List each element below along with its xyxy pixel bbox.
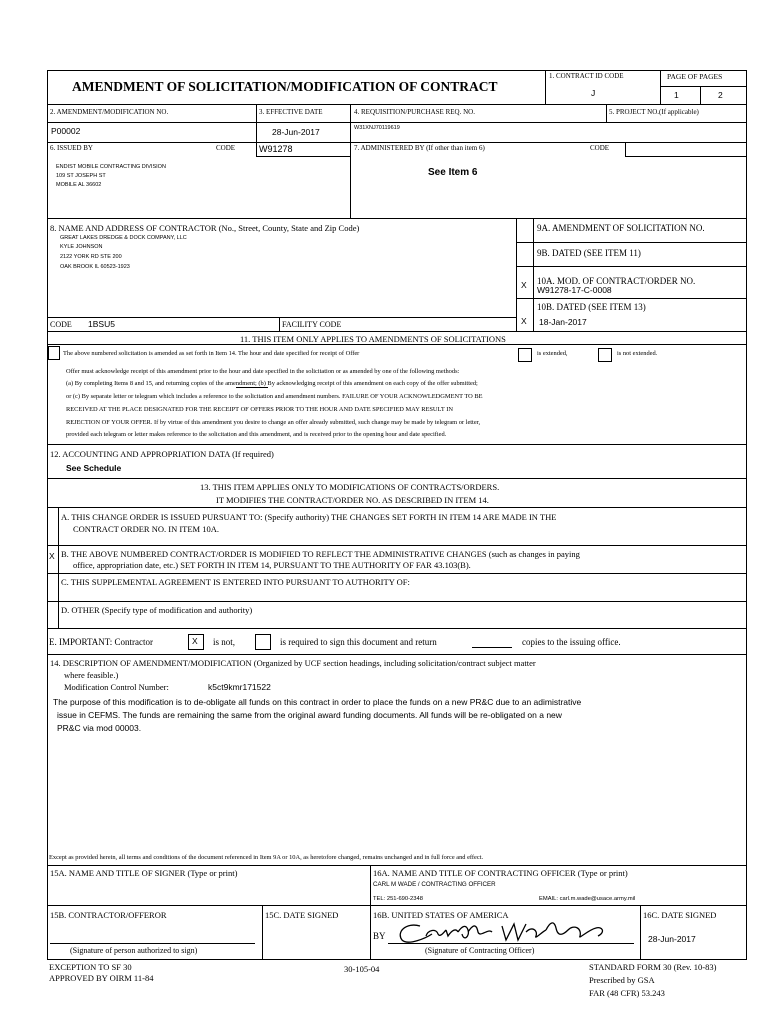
administered-by-label: 7. ADMINISTERED BY (If other than item 6) <box>354 144 485 152</box>
requisition-label: 4. REQUISITION/PURCHASE REQ. NO. <box>354 108 475 116</box>
contractor-line: KYLE JOHNSON <box>60 244 103 250</box>
item11-paragraph-line: RECEIVED AT THE PLACE DESIGNATED FOR THE RECEIPT OF OFFERS PRIOR TO THE HOUR AND DATE SPECIFIED MAY RESULT IN <box>66 406 453 413</box>
line <box>47 573 747 574</box>
issued-by-code-label: CODE <box>216 144 236 152</box>
line <box>640 905 641 960</box>
line <box>262 905 263 960</box>
line <box>516 266 747 267</box>
line <box>660 86 747 87</box>
line <box>47 218 747 219</box>
line <box>516 242 747 243</box>
item11-paragraph-line: provided each telegram or letter makes reference to the solicitation and this amendment, and is received prior to the opening hour and date specified. <box>66 431 447 438</box>
line <box>350 104 351 142</box>
item13-heading: IT MODIFIES THE CONTRACT/ORDER NO. AS DESCRIBED IN ITEM 14. <box>216 495 489 505</box>
united-states-label: 16B. UNITED STATES OF AMERICA <box>373 910 509 920</box>
footer-center-code: 30-105-04 <box>344 964 380 974</box>
line <box>47 628 747 629</box>
line <box>516 298 747 299</box>
requisition-no: W31XNJ70119619 <box>354 125 400 131</box>
line <box>660 70 661 104</box>
line <box>47 104 747 105</box>
signer-name-label: 15A. NAME AND TITLE OF SIGNER (Type or print) <box>50 868 238 878</box>
issuer-line: 109 ST JOSEPH ST <box>56 173 106 179</box>
line <box>47 601 747 602</box>
officer-telephone: TEL: 251-690-2348 <box>373 896 423 902</box>
item13a-text: A. THIS CHANGE ORDER IS ISSUED PURSUANT TO: (Specify authority) THE CHANGES SET FORTH IN ITEM 14 ARE MADE IN THE <box>61 512 557 522</box>
signer-signature-caption: (Signature of person authorized to sign) <box>70 946 198 955</box>
footer-approved: APPROVED BY OIRM 11-84 <box>49 973 154 983</box>
line <box>47 331 747 332</box>
purpose-line: issue in CEFMS. The funds are remaining the same from the original award funding documents. All funds will be re-obligated on a new <box>57 710 562 720</box>
line <box>700 86 701 104</box>
item11-line1: The above numbered solicitation is amended as set forth in Item 14. The hour and date specified for receipt of Offer <box>63 350 360 357</box>
item13-heading: 13. THIS ITEM APPLIES ONLY TO MODIFICATIONS OF CONTRACTS/ORDERS. <box>200 482 500 492</box>
issued-by-code: W91278 <box>259 144 293 154</box>
contract-id-code-label: 1. CONTRACT ID CODE <box>549 72 624 80</box>
is-not-extended-checkbox[interactable] <box>598 348 612 362</box>
description-label: 14. DESCRIPTION OF AMENDMENT/MODIFICATION (Organized by UCF section headings, including solicitation/contract subject matter <box>50 658 536 668</box>
except-provided-text: Except as provided herein, all terms and conditions of the document referenced in Item 9A or 10A, as heretofore changed, remains unchanged and in full force and effect. <box>49 854 484 861</box>
line <box>625 142 626 156</box>
line <box>256 142 257 156</box>
is-required-checkbox[interactable] <box>255 634 271 650</box>
date-signed-16c-label: 16C. DATE SIGNED <box>643 910 717 920</box>
dated-9b-label: 9B. DATED (SEE ITEM 11) <box>537 248 641 258</box>
line <box>625 156 747 157</box>
is-required-label: is required to sign this document and return <box>280 637 437 647</box>
issued-by-label: 6. ISSUED BY <box>50 144 93 152</box>
project-no-label: 5. PROJECT NO.(If applicable) <box>609 108 699 116</box>
line <box>58 507 59 628</box>
line <box>47 654 747 655</box>
item13b-text: B. THE ABOVE NUMBERED CONTRACT/ORDER IS MODIFIED TO REFLECT THE ADMINISTRATIVE CHANGES (such as changes in paying <box>61 549 580 559</box>
line <box>47 478 747 479</box>
line <box>47 444 747 445</box>
footer-prescribed: Prescribed by GSA <box>589 975 655 985</box>
line <box>47 507 747 508</box>
contractor-code-label: CODE <box>50 320 72 329</box>
contracting-officer-name: CARL M WADE / CONTRACTING OFFICER <box>373 881 496 888</box>
line <box>350 142 351 218</box>
form-title: AMENDMENT OF SOLICITATION/MODIFICATION OF CONTRACT <box>72 79 498 94</box>
line <box>606 104 607 122</box>
item13b-checkmark: X <box>49 551 55 561</box>
page-number: 1 <box>674 90 679 100</box>
item13c-text: C. THIS SUPPLEMENTAL AGREEMENT IS ENTERED INTO PURSUANT TO AUTHORITY OF: <box>61 577 410 587</box>
issuer-line: MOBILE AL 36602 <box>56 182 102 188</box>
line <box>47 122 747 123</box>
copies-blank <box>236 387 268 388</box>
dated-10b-label: 10B. DATED (SEE ITEM 13) <box>537 302 646 312</box>
purpose-line: PR&C via mod 00003. <box>57 723 142 733</box>
dated-checkmark: X <box>521 316 527 326</box>
item11-paragraph-line: (a) By completing Items 8 and 15, and returning copies of the amendment; (b) By acknowledging receipt of this amendment on each copy of the offer submitted; <box>66 380 478 387</box>
line <box>545 70 546 104</box>
by-label: BY <box>373 931 386 941</box>
line <box>47 905 747 906</box>
mod-checkmark: X <box>521 280 527 290</box>
solicitation-amended-checkbox[interactable] <box>48 346 60 360</box>
purpose-line: The purpose of this modification is to de-obligate all funds on this contract in order to place the funds on a new PR&C due to an adimistrative <box>53 697 582 707</box>
date-signed-15c-label: 15C. DATE SIGNED <box>265 910 339 920</box>
item11-paragraph-line: or (c) By separate letter or telegram which includes a reference to the solicitation and amendment numbers. FAILURE OF YOUR ACKNOWLEDGMENT TO BE <box>66 393 483 400</box>
line <box>256 104 257 142</box>
contractor-line: GREAT LAKES DREDGE & DOCK COMPANY, LLC <box>60 235 187 241</box>
important-label: E. IMPORTANT: Contractor <box>49 637 154 647</box>
line <box>533 218 534 331</box>
copies-issuing-label: copies to the issuing office. <box>522 637 621 647</box>
accounting-data-value: See Schedule <box>66 463 122 473</box>
footer-exception: EXCEPTION TO SF 30 <box>49 962 132 972</box>
contract-id-code: J <box>591 88 596 98</box>
is-not-checkmark: X <box>192 636 198 646</box>
item11-heading: 11. THIS ITEM ONLY APPLIES TO AMENDMENTS OF SOLICITATIONS <box>240 334 506 344</box>
officer-email: EMAIL: carl.m.wade@usace.army.mil <box>539 896 636 902</box>
issuer-line: ENDIST MOBILE CONTRACTING DIVISION <box>56 164 166 170</box>
control-number: k5ct9kmr171522 <box>208 682 271 692</box>
signer-signature-line <box>50 943 255 944</box>
mod-contract-no: W91278-17-C-0008 <box>537 285 612 295</box>
amendment-no-label: 2. AMENDMENT/MODIFICATION NO. <box>50 108 169 116</box>
is-not-label: is not, <box>213 637 236 647</box>
amendment-of-solicitation-label: 9A. AMENDMENT OF SOLICITATION NO. <box>537 223 705 233</box>
line <box>279 317 280 331</box>
contracting-officer-label: 16A. NAME AND TITLE OF CONTRACTING OFFICER (Type or print) <box>373 868 628 878</box>
line <box>47 142 747 143</box>
is-extended-label: is extended, <box>537 350 568 357</box>
item13a-text: CONTRACT ORDER NO. IN ITEM 10A. <box>73 524 219 534</box>
dated-10b: 18-Jan-2017 <box>539 317 587 327</box>
control-number-label: Modification Control Number: <box>64 682 169 692</box>
administered-by-value: See Item 6 <box>428 167 478 178</box>
mod-contract-label: 10A. MOD. OF CONTRACT/ORDER NO. <box>537 276 696 286</box>
footer-standard-form: STANDARD FORM 30 (Rev. 10-83) <box>589 962 717 972</box>
item13b-text: office, appropriation date, etc.) SET FORTH IN ITEM 14, PURSUANT TO THE AUTHORITY OF FAR 43.103(B). <box>73 560 471 570</box>
line <box>256 156 350 157</box>
date-signed-16c: 28-Jun-2017 <box>648 934 696 944</box>
line <box>47 865 747 866</box>
item11-paragraph-line: Offer must acknowledge receipt of this amendment prior to the hour and date specified in the solicitation or as amended by one of the following methods: <box>66 368 460 375</box>
contractor-line: 2122 YORK RD STE 200 <box>60 254 122 260</box>
copies-return-blank <box>472 647 512 648</box>
is-extended-checkbox[interactable] <box>518 348 532 362</box>
line <box>47 344 747 345</box>
line <box>47 317 517 318</box>
officer-signature-caption: (Signature of Contracting Officer) <box>425 946 535 955</box>
effective-date-label: 3. EFFECTIVE DATE <box>259 108 323 116</box>
page-count: 2 <box>718 90 723 100</box>
contractor-code: 1BSU5 <box>88 319 115 329</box>
contractor-line: OAK BROOK IL 60523-1923 <box>60 264 130 270</box>
accounting-data-label: 12. ACCOUNTING AND APPROPRIATION DATA (If required) <box>50 449 274 459</box>
administered-by-code-label: CODE <box>590 144 610 152</box>
item11-paragraph-line: REJECTION OF YOUR OFFER. If by virtue of this amendment you desire to change an offer already submitted, such change may be made by telegram or letter, <box>66 419 481 426</box>
description-label: where feasible.) <box>64 670 119 680</box>
is-not-extended-label: is not extended. <box>617 350 658 357</box>
amendment-no: P00002 <box>51 126 81 136</box>
contractor-label: 8. NAME AND ADDRESS OF CONTRACTOR (No., Street, County, State and Zip Code) <box>50 223 360 233</box>
page-of-pages-label: PAGE OF PAGES <box>667 72 723 81</box>
item13d-text: D. OTHER (Specify type of modification and authority) <box>61 605 253 615</box>
officer-signature <box>392 918 632 946</box>
contractor-offeror-label: 15B. CONTRACTOR/OFFEROR <box>50 910 167 920</box>
line <box>516 218 517 331</box>
line <box>47 545 747 546</box>
effective-date: 28-Jun-2017 <box>272 127 320 137</box>
line <box>370 865 371 960</box>
footer-far: FAR (48 CFR) 53.243 <box>589 988 665 998</box>
facility-code-label: FACILITY CODE <box>282 320 342 329</box>
